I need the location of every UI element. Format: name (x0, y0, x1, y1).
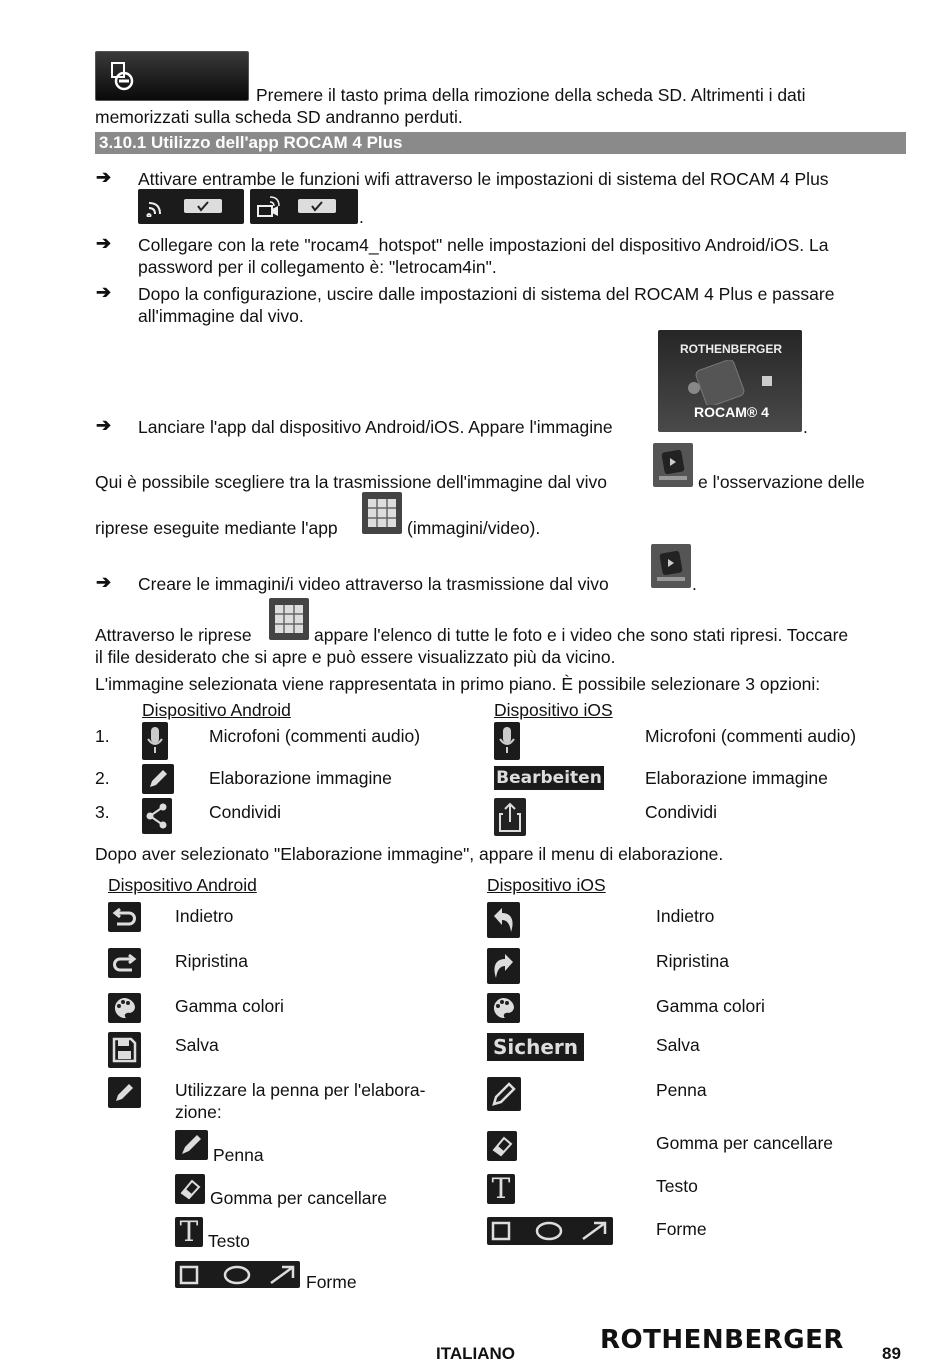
ios-eraser-label: Gomma per cancellare (656, 1133, 834, 1153)
share-icon (142, 798, 172, 834)
edit-android-header: Dispositivo Android (108, 875, 257, 895)
para-3-c: il file desiderato che si apre e può essere visualizzato più da vicino. (95, 647, 616, 667)
arrow-right-icon: ➔ (96, 572, 112, 592)
bullet-3-line-2: all'immagine dal vivo. (138, 306, 304, 326)
android-sub-pen: Penna (213, 1145, 264, 1165)
live-view-icon (653, 443, 693, 487)
android-pen-line-1: Utilizzare la penna per l'elabora- (175, 1080, 426, 1100)
edit-ios-header: Dispositivo iOS (487, 875, 606, 895)
shapes-icon (175, 1261, 300, 1288)
text-icon: T (487, 1174, 515, 1204)
bullet-2-line-2: password per il collegamento è: "letrocam4in". (138, 257, 497, 277)
arrow-right-icon: ➔ (96, 282, 112, 302)
arrow-right-icon: ➔ (96, 167, 112, 187)
eraser-icon (487, 1131, 517, 1161)
text-icon: T (175, 1217, 203, 1247)
ios-save-label: Salva (656, 1035, 700, 1055)
bullet-1-text: Attivare entrambe le funzioni wifi attraverso le impostazioni di sistema del ROCAM 4 Plus (138, 169, 829, 189)
para-5: Dopo aver selezionato "Elaborazione immagine", appare il menu di elaborazione. (95, 844, 724, 864)
sd-eject-button-icon (95, 51, 249, 101)
para-2-b: (immagini/video). (407, 518, 541, 538)
pencil-icon (108, 1077, 141, 1108)
bullet-2-line-1: Collegare con la rete "rocam4_hotspot" nelle impostazioni del dispositivo Android/iOS. La (138, 235, 829, 255)
bullet-4-text: Lanciare l'app dal dispositivo Android/iOS. Appare l'immagine (138, 417, 613, 437)
gallery-icon (269, 598, 309, 640)
palette-icon (487, 993, 520, 1023)
wifi-toggle-icon (138, 189, 244, 224)
shapes-icon (487, 1217, 613, 1245)
option-ios-label: Microfoni (commenti audio) (645, 726, 857, 746)
footer-brand-logo: ROTHENBERGER (600, 1325, 844, 1355)
option-android-label: Condividi (209, 802, 281, 822)
android-sub-text: Testo (208, 1231, 250, 1251)
para-2-a: riprese eseguite mediante l'app (95, 518, 338, 538)
bullet-3-line-1: Dopo la configurazione, uscire dalle impostazioni di sistema del ROCAM 4 Plus e passare (138, 284, 835, 304)
eraser-icon (175, 1174, 205, 1204)
sd-card-icon (106, 60, 140, 94)
check-icon (196, 200, 210, 212)
ios-colors-label: Gamma colori (656, 996, 765, 1016)
pencil-icon (142, 764, 174, 794)
page-number: 89 (882, 1344, 901, 1363)
bullet-5-text: Creare le immagini/i video attraverso la trasmissione dal vivo (138, 574, 609, 594)
android-sub-shapes: Forme (306, 1272, 357, 1292)
para-1-b: e l'osservazione delle (698, 472, 865, 492)
ios-edit-button: Bearbeiten (494, 766, 604, 790)
app-product: ROCAM® 4 (694, 404, 769, 420)
arrow-right-icon: ➔ (96, 233, 112, 253)
rocam-app-image (658, 330, 802, 432)
ios-text-label: Testo (656, 1176, 698, 1196)
arrow-right-icon: ➔ (96, 415, 112, 435)
redo-icon (487, 948, 520, 984)
para-1-a: Qui è possibile scegliere tra la trasmissione dell'immagine dal vivo (95, 472, 608, 492)
option-ios-label: Elaborazione immagine (645, 768, 828, 788)
para-4: L'immagine selezionata viene rappresentata in primo piano. È possibile selezionare 3 opzioni: (95, 674, 821, 694)
android-back-label: Indietro (175, 906, 234, 926)
android-colors-label: Gamma colori (175, 996, 284, 1016)
android-pen-line-2: zione: (175, 1102, 222, 1122)
app-brand: ROTHENBERGER (680, 342, 783, 356)
camera-wifi-toggle-icon (250, 189, 358, 224)
option-number: 2. (95, 768, 110, 788)
para-3-b: appare l'elenco di tutte le foto e i video che sono stati ripresi. Toccare (314, 625, 849, 645)
undo-icon (108, 902, 141, 932)
ios-save-button: Sichern (487, 1033, 584, 1061)
intro-line-1: Premere il tasto prima della rimozione della scheda SD. Altrimenti i dati (256, 85, 806, 105)
option-android-label: Microfoni (commenti audio) (209, 726, 421, 746)
microphone-icon (494, 722, 520, 760)
option-android-label: Elaborazione immagine (209, 768, 392, 788)
android-restore-label: Ripristina (175, 951, 248, 971)
android-sub-eraser: Gomma per cancellare (210, 1188, 388, 1208)
palette-icon (108, 993, 141, 1023)
option-number: 1. (95, 726, 110, 746)
ios-pen-label: Penna (656, 1080, 707, 1100)
share-up-icon (494, 798, 526, 836)
option-number: 3. (95, 802, 110, 822)
redo-icon (108, 948, 141, 978)
pen-icon (175, 1130, 208, 1160)
ios-restore-label: Ripristina (656, 951, 729, 971)
options-ios-header: Dispositivo iOS (494, 700, 613, 720)
gallery-icon (362, 492, 402, 534)
pen-icon (487, 1077, 521, 1111)
para-3-a: Attraverso le riprese (95, 625, 252, 645)
ios-shapes-label: Forme (656, 1219, 707, 1239)
floppy-save-icon (108, 1032, 141, 1068)
ios-back-label: Indietro (656, 906, 715, 926)
intro-line-2: memorizzati sulla scheda SD andranno perduti. (95, 107, 463, 127)
live-view-icon (651, 544, 691, 588)
undo-icon (487, 902, 520, 938)
footer-language: ITALIANO (436, 1344, 516, 1363)
android-save-label: Salva (175, 1035, 219, 1055)
microphone-icon (142, 722, 168, 760)
options-android-header: Dispositivo Android (142, 700, 291, 720)
section-heading: 3.10.1 Utilizzo dell'app ROCAM 4 Plus (95, 132, 906, 154)
option-ios-label: Condividi (645, 802, 717, 822)
